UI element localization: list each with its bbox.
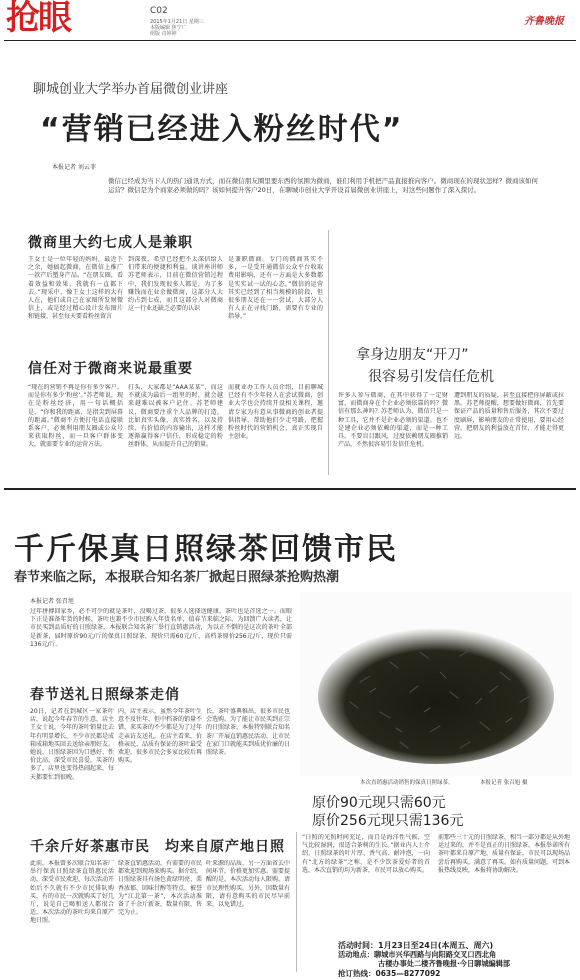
tea-sub2-col3: 叶来源的品质，另一方面省去中间环节，价格更加实惠。需要提醒的是，本次活动每人限购，请市民理性购买。另外，因数量有限，请有意购买的市民尽早前来，以免错过。 <box>206 860 290 909</box>
masthead <box>0 0 580 38</box>
newspaper-name: 齐鲁晚报 <box>524 16 564 27</box>
lead-sub1-col3: 是兼职微商。专门的微商其实不多，一是受开通微信公众平台收取费用影响，还有一方面是大多数都是实实试一试的心态。”微信的运营其实已经到了相当规模的阶段，但很多朋友还在一一尝试，大部分人有人正在寻找门路，需要有专业的指导。” <box>228 256 323 321</box>
tea-intro: 过年拼搏回家乡，必不可少的就是茶叶，没喝过茶，很多人选择送健康，茶叶也是首选之一。而眼下正是准备年货的时候，茶叶也兼不少市民购入年货名单，值春节来临之际，为回馈广大读者，让市民买到品质好的日照绿茶，本报联合知名茶厂举行直销惠活动，为以正不倒的是这次的茶叶全部是新茶，届时原价90元/斤的保真日照绿茶，现价只需60元/斤，高档茶原价256元/斤，现价只需136元/斤。 <box>30 608 292 648</box>
lead-side-col1: 许多人参与微商，在其中获得了一定财富，而微商身在个企业必须依靠的吗？微信有那么神吗？苏老师认为，微信只是一种工具，它并不是企业必须的渠道。也不是建企业必须依赖的渠道，而是一种工具。不要盲目跟风，过度依赖朋友圈推销产品，不然很容易引发信任危机。 <box>338 392 448 449</box>
tea-sub1-col3: 长，茶叶盛典推出，很多市民也会选购。为了能让市民买到正宗的日照绿茶，本报特别联合知名茶厂开展直销惠民活动，让市民在家门口就能买到质优价廉的日照绿茶。 <box>206 708 290 757</box>
issue-date: 2015年1月21日 星期三 <box>150 19 204 25</box>
lead-sub2-col3: 而就业办工作人员介绍，目前聊城已经有不少年轻人在尝试微商，创业大学也会持续开设相关课程，邀请专家为有意从事微商的创业者提供指导，帮助他们少走弯路，把握粉丝时代的营销机会，真正实现自主创业。 <box>228 384 323 441</box>
tea-sub1-col2: 内，店主表示，虽然今年茶叶生意不及往年，但中档茶的销量不错，来买茶的不少都是为了过年走亲访友送礼。在店主看来，价格亲民、品质有保证的茶叶最受欢迎，很多市民会多家比较后再购买。 <box>118 708 202 765</box>
lead-headline: “营销已经进入粉丝时代” <box>40 112 404 147</box>
tea-photo-caption: 本次直销惠活动销售的保真日照绿茶。 <box>360 780 454 786</box>
header-rule <box>4 40 576 41</box>
tea-photo <box>300 592 572 776</box>
lead-sub2-col2: 打头，大家都是“AAA某某”，而这不就成为最后一组里的时，就会越来越难以被客户记住。苏老师建议，微商要注重个人品牌的打造，比如真实头像、真实姓名，以及持续、有价值的内容输出，这样才能逐渐赢得客户信任，形成稳定的粉丝群体，从而提升自己的销量。 <box>128 384 223 449</box>
page-designer: 组版 肖婷婷 <box>150 31 177 37</box>
event-place-1: 活动地点：聊城市兴华西路与向阳路交叉口西北角 <box>338 950 497 959</box>
lead-subhead-trust: 信任对于微商来说最重要 <box>28 361 193 377</box>
lead-side-title-1: 拿身边朋友“开刀” <box>356 347 469 363</box>
lead-side-divider <box>328 230 329 475</box>
tea-sub2-col2: 绿茶直销惠活动，有需要的市民都欢迎到现场来购买。据介绍，日照绿茶具有汤色黄绿明亮、栗香浓郁、回味甘醇等特点，被誉为“江北第一茶”，本次活动准备了千余斤新茶，数量有限，售完为止。 <box>118 860 202 917</box>
tea-sub2-col1: 此前，本报曾多次联合知名茶厂举行保真日照绿茶直销惠民活动，深受市民欢迎，每次活动开始后不久就有不少市民排队购买，有的市民一次就购买了好几斤，说是自己喝和送人都很合适，本次活动的茶叶均来自原产地日照。 <box>30 860 114 925</box>
page-number: C02 <box>150 6 168 16</box>
price-line-2: 原价256元现只需136元 <box>312 813 464 829</box>
lead-side-title-2: 很容易引发信任危机 <box>368 369 494 385</box>
lead-sub1-col1: 王女士是一位年轻的妈妈，最近下之余，她搞起微商，在微信上推广一款产后塑身产品。“在朋友圈，看着效益和效果，我就有一直都下去。”现采中，像王女士这样的大有人在，他们或自己在家图所发财微信上，或是经过精心设计发布图片和链接，甚至每天要看粉丝留言 <box>28 256 123 321</box>
tea-headline: 千斤保真日照绿茶回馈市民 <box>14 532 398 567</box>
lead-intro: 微信已经成为当下人的热门通讯方式，而在微信朋友圈里要东西的氛围为微商，谁们利用手机把产品直接推向客户。微商现在的现状怎样？微商该如何运营？微信是为个商家必须做的吗？该如何提升客户20日，在聊城市创业大学开设首届微创业讲座上，对这些问题作了深入探讨。 <box>108 177 538 194</box>
lead-sub1-col2: 到深夜，希望已经把不太深信给人们带来的便捷和利益。谈讲座讲师苏老师表示，目前在微信营销过程中，我们发现很多人都是，为了多赚钱而在业余做微商，这部分人大约占到七成，而且这部分人对微商这一行业还缺乏必要的认识 <box>128 256 223 313</box>
tea-right-col2: 前那些三十元的日照绿茶，相当一部分都是从外地运过来的，并不是真正的日照绿茶。本报举诺所有茶叶都来自原产地，质量有保证，市民可以现场品尝后再购买，满意了再买。如有质量问题，可到本报热线反映，本报将协助解决。 <box>438 834 570 874</box>
page-editor: 本版编辑 焦宁广 <box>150 25 187 31</box>
price-line-1: 原价90元现只需60元 <box>312 795 446 811</box>
tea-sub1-col1: 20日，记者在到城区一家茶叶店，说起今年春节的生意，店主王女士说，今年的茶叶销量比去年有明显增长，不少市民都是成箱成箱地买回去送给亲朋好友。她说，日照绿茶因为口感好、性价比高，深受市民喜爱，买茶的多了，店里也变得热闹起来，每天都要忙到很晚。 <box>30 708 114 781</box>
tea-byline: 本报记者 张召旭 <box>30 598 74 605</box>
tea-right-divider <box>296 832 297 972</box>
tea-subhead-origin: 千余斤好茶惠市民 均来自原产地日照 <box>30 839 285 855</box>
lead-kicker: 聊城创业大学举办首届微创业讲座 <box>33 82 229 97</box>
tea-right-col1: “日照的光照时间充足，而且是海洋性气候，空气比较湿润，很适合茶树的生长。”据业内人士介绍，日照绿茶的叶片厚、香气高、耐冲泡，一向有“北方的绿茶”之称，是不少饮茶爱好者的首选，本次直销的均为新茶，市民可以放心购买。 <box>302 834 430 874</box>
event-info-box <box>302 940 570 978</box>
lead-side-col2: 遭到朋友的质疑，甚至直接把你屏蔽或拉黑。苏老师提醒，想要做好微商，首先要保证产品的质量和售后服务，其次不要过度刷屏，影响朋友的正常使用，要用心经营，把朋友的利益放在首位，才能走得更远。 <box>454 392 564 441</box>
lead-byline: 本报记者 刘云菲 <box>52 164 96 171</box>
lead-sub2-col1: “现在的营销不再是你有多少客户，而是你有多少‘粉丝’。”苏老师说，现在是粉丝经济，用一句话概括是，“你和我的距离，是指尖到屏幕的距离。”微商不方便打电话直接联系客户，必须利用朋友圈或公众号来获取粉丝，而一旦客户群体变大，就需要专业的运营方法。 <box>28 384 123 449</box>
tea-subhead-gift: 春节送礼日照绿茶走俏 <box>30 687 180 703</box>
lead-subhead-part-time: 微商里大约七成人是兼职 <box>28 235 193 251</box>
event-time: 活动时间：1月23日至24日(本周五、周六) <box>338 941 494 950</box>
tea-subhead: 春节来临之际，本报联合知名茶厂掀起日照绿茶抢购热潮 <box>14 570 340 585</box>
event-place-2: 古楼办事处二楼齐鲁晚报·今日聊城编辑部 <box>378 959 511 968</box>
section-rule <box>4 488 576 490</box>
tea-photo-credit: 本报记者 张召旭 摄 <box>480 780 528 786</box>
order-hotline: 抢订热线：0635—8277092 <box>338 969 441 978</box>
section-logo: 抢眼 <box>6 0 70 38</box>
